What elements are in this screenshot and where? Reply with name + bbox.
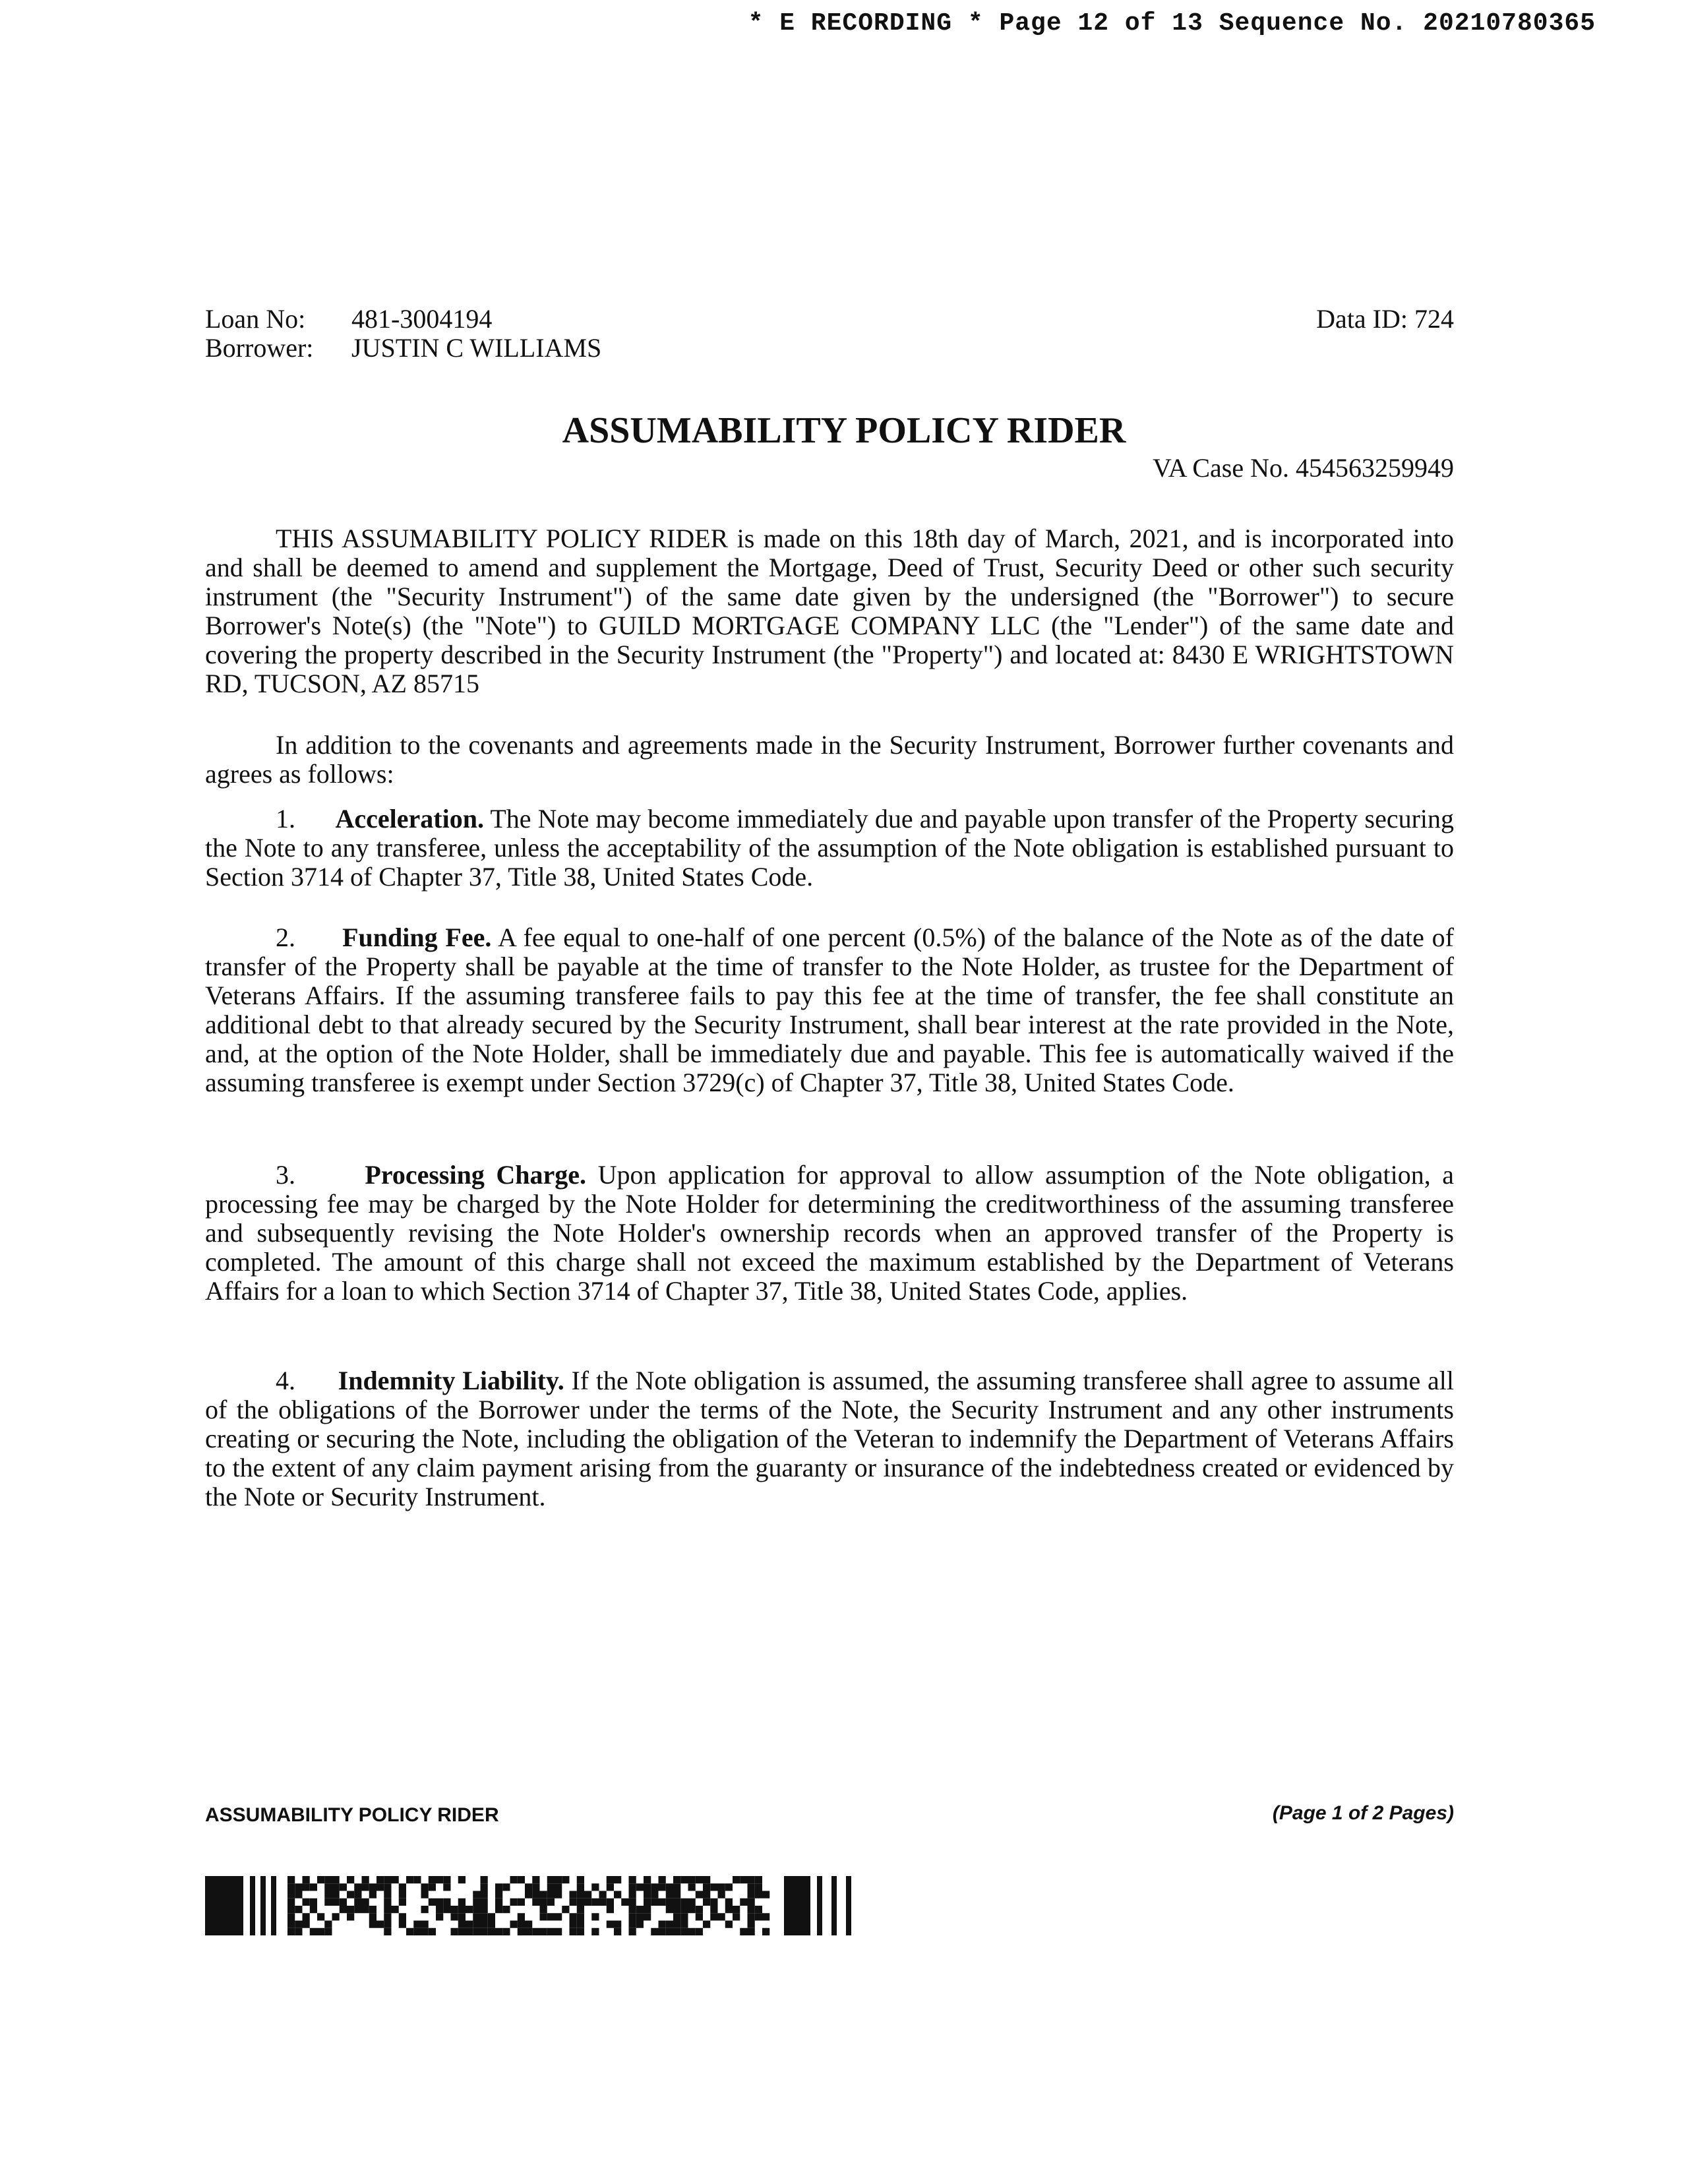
item-text: If the Note obligation is assumed, the assuming transferee shall agree to assume all of the obligations of the Borrower under the terms of the Note, the Security Instrument and any other instruments creating or securing the Note, including the obligation of the Veteran to indemnify the Department of Veterans Affairs to the extent of any claim payment arising from the guaranty or insurance of the indebtedness created or evidenced by the Note or Security Instrument.	[205, 1366, 1455, 1511]
item-text: A fee equal to one-half of one percent (0.5%) of the balance of the Note as of the date of transfer of the Property shall be payable at the time of transfer to the Note Holder, as trustee for the Department of Veterans Affairs. If the assuming transferee fails to pay this fee at the time of transfer, the fee shall constitute an additional debt to that already secured by the Security Instrument, shall bear interest at the rate provided in the Note, and, at the option of the Note Holder, shall be immediately due and payable. This fee is automatically waived if the assuming transferee is exempt under Section 3729(c) of Chapter 37, Title 38, United States Code.	[205, 923, 1454, 1097]
intro-text: THIS ASSUMABILITY POLICY RIDER is made on this 18th day of March, 2021, and is incorporated into and shall be deemed to amend and supplement the Mortgage, Deed of Trust, Security Deed or other such security instrument (the "Security Instrument") of the same date given by the undersigned (the "Borrower") to secure Borrower's Note(s) (the "Note") to GUILD MORTGAGE COMPANY LLC (the "Lender") of the same date and covering the property described in the Security Instrument (the "Property") and located at: 8430 E WRIGHTSTOWN RD, TUCSON, AZ 85715	[205, 524, 1454, 698]
covenants-paragraph	[205, 731, 1454, 789]
borrower-row	[205, 334, 601, 363]
covenant-item-funding-fee	[205, 923, 1454, 1097]
document-title: ASSUMABILITY POLICY RIDER	[562, 410, 1126, 451]
barcode-icon	[205, 1876, 864, 1935]
item-number: 3.	[276, 1160, 295, 1190]
loan-number-value: 481-3004194	[351, 304, 493, 334]
item-heading: Funding Fee.	[342, 923, 492, 952]
item-heading: Processing Charge.	[365, 1160, 587, 1190]
item-text: The Note may become immediately due and payable upon transfer of the Property securing the Note to any transferee, unless the acceptability of the assumption of the Note obligation is established pursuant to Section 3714 of Chapter 37, Title 38, United States Code.	[205, 804, 1455, 892]
footer-page-number: (Page 1 of 2 Pages)	[1272, 1802, 1454, 1824]
covenant-item-indemnity-liability	[205, 1366, 1454, 1511]
recording-header: * E RECORDING * Page 12 of 13 Sequence No. 20210780365	[748, 9, 1596, 38]
intro-paragraph	[205, 524, 1454, 698]
item-heading: Acceleration.	[335, 804, 484, 834]
item-number: 2.	[276, 923, 295, 952]
item-number: 1.	[276, 804, 295, 834]
item-heading: Indemnity Liability.	[338, 1366, 564, 1395]
loan-number-row	[205, 305, 601, 334]
covenants-text: In addition to the covenants and agreements made in the Security Instrument, Borrower further covenants and agrees as follows:	[205, 730, 1454, 789]
covenant-item-processing-charge	[205, 1161, 1454, 1306]
covenant-item-acceleration	[205, 804, 1454, 892]
va-case-number: VA Case No. 454563259949	[1152, 453, 1454, 483]
borrower-label: Borrower:	[205, 333, 314, 363]
loan-number-label: Loan No:	[205, 304, 306, 334]
item-number: 4.	[276, 1366, 295, 1395]
borrower-value: JUSTIN C WILLIAMS	[351, 333, 602, 363]
loan-info	[205, 305, 601, 363]
footer-title: ASSUMABILITY POLICY RIDER	[205, 1804, 499, 1826]
data-id: Data ID: 724	[1316, 304, 1454, 334]
item-text: Upon application for approval to allow assumption of the Note obligation, a processing fee may be charged by the Note Holder for determining the creditworthiness of the assuming transferee and subsequently revising the Note Holder's ownership records when an approved transfer of the Property is completed. The amount of this charge shall not exceed the maximum established by the Department of Veterans Affairs for a loan to which Section 3714 of Chapter 37, Title 38, United States Code, applies.	[205, 1160, 1455, 1306]
